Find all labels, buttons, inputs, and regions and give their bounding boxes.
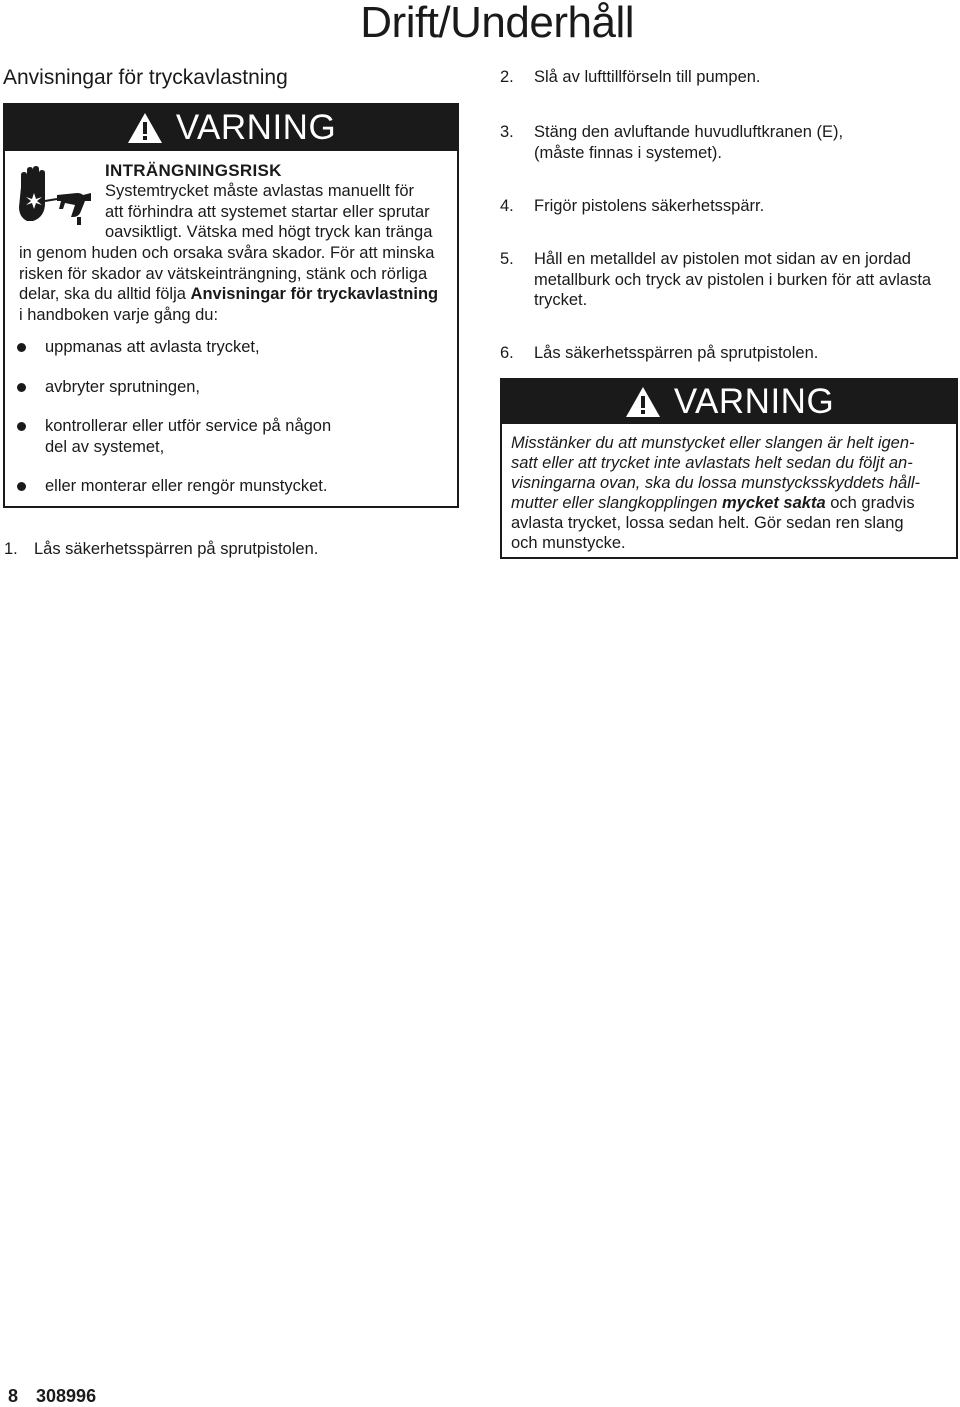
step-number: 3. — [500, 123, 514, 141]
injection-hazard-icon — [15, 165, 95, 227]
emphasis-text: mycket sakta — [721, 494, 826, 512]
step-number: 5. — [500, 250, 514, 268]
warning-triangle-icon — [126, 111, 164, 145]
hazard-lines — [105, 181, 432, 243]
hazard-body — [19, 243, 449, 325]
step-line: metallburk och tryck av pistolen i burken för att avlasta — [534, 270, 932, 289]
warning-header — [502, 380, 956, 424]
step-line: Stäng den avluftande huvudluftkranen (E), — [534, 123, 844, 141]
warning-text — [511, 433, 951, 553]
hazard-line: Systemtrycket måste avlastas manuellt för — [105, 182, 415, 200]
list-item: eller monterar eller rengör munstycket. — [15, 476, 435, 497]
warning-line: visningarna ovan, ska du lossa munstycksskyddets håll- — [511, 474, 921, 492]
page-footer — [8, 1386, 96, 1407]
warning-label: VARNING — [673, 382, 835, 421]
page-number: 8 — [8, 1386, 19, 1406]
hazard-line: oavsiktligt. Vätska med högt tryck kan tränga — [105, 223, 433, 241]
list-item: avbryter sprutningen, — [15, 377, 435, 398]
step-line: trycket. — [534, 291, 588, 309]
warning-triangle-icon — [624, 385, 662, 419]
list-item-line: del av systemet, — [45, 437, 165, 456]
hazard-line: att förhindra att systemet startar eller sprutar — [105, 202, 430, 221]
step-text: Lås säkerhetsspärren på sprutpistolen. — [34, 540, 319, 558]
bullet-list — [15, 337, 435, 497]
hazard-row — [5, 151, 457, 243]
warning-line: satt eller att trycket inte avlastats helt sedan du följt an- — [511, 454, 913, 472]
step-text — [534, 122, 944, 163]
step-line: (måste finnas i systemet). — [534, 143, 722, 162]
step-text: Slå av lufttillförseln till pumpen. — [534, 68, 761, 86]
warning-line: och munstycke. — [511, 534, 626, 552]
body-line: in genom huden och orsaka svåra skador. För att minska — [19, 244, 435, 262]
list-item-line: kontrollerar eller utför service på någon — [45, 417, 332, 435]
hazard-title: INTRÄNGNINGSRISK — [105, 161, 282, 180]
procedure-reference: Anvisningar för tryckavlastning — [190, 285, 439, 303]
section-heading: Anvisningar för tryckavlastning — [3, 66, 288, 89]
warning-text-plain: och gradvis — [825, 494, 915, 512]
pressure-warning-box — [500, 378, 958, 559]
warning-header — [5, 105, 457, 151]
document-number: 308996 — [36, 1386, 97, 1406]
body-line — [19, 284, 449, 305]
step-line: Håll en metalldel av pistolen mot sidan av en jordad — [534, 250, 911, 268]
body-text: delar, ska du alltid följa — [19, 285, 191, 303]
step-number: 2. — [500, 68, 514, 86]
list-item: uppmanas att avlasta trycket, — [15, 337, 435, 358]
step-number: 6. — [500, 344, 514, 362]
warning-line: Misstänker du att munstycket eller slangen är helt igen- — [511, 434, 915, 452]
warning-line — [511, 493, 951, 513]
step-text: Lås säkerhetsspärren på sprutpistolen. — [534, 344, 819, 362]
step-number: 4. — [500, 197, 514, 215]
body-line: risken för skador av vätskeinträngning, stänk och rörliga — [19, 264, 428, 283]
page-title: Drift/Underhåll — [360, 0, 634, 47]
warning-line: avlasta trycket, lossa sedan helt. Gör sedan ren slang — [511, 514, 904, 532]
body-line: i handboken varje gång du: — [19, 305, 219, 324]
warning-label: VARNING — [175, 108, 337, 147]
warning-text-italic: mutter eller slangkopplingen — [511, 494, 722, 512]
injection-warning-box — [3, 103, 459, 508]
step-text: Frigör pistolens säkerhetsspärr. — [534, 197, 765, 215]
list-item — [15, 416, 435, 457]
step-text — [534, 249, 944, 311]
step-number: 1. — [4, 540, 18, 558]
